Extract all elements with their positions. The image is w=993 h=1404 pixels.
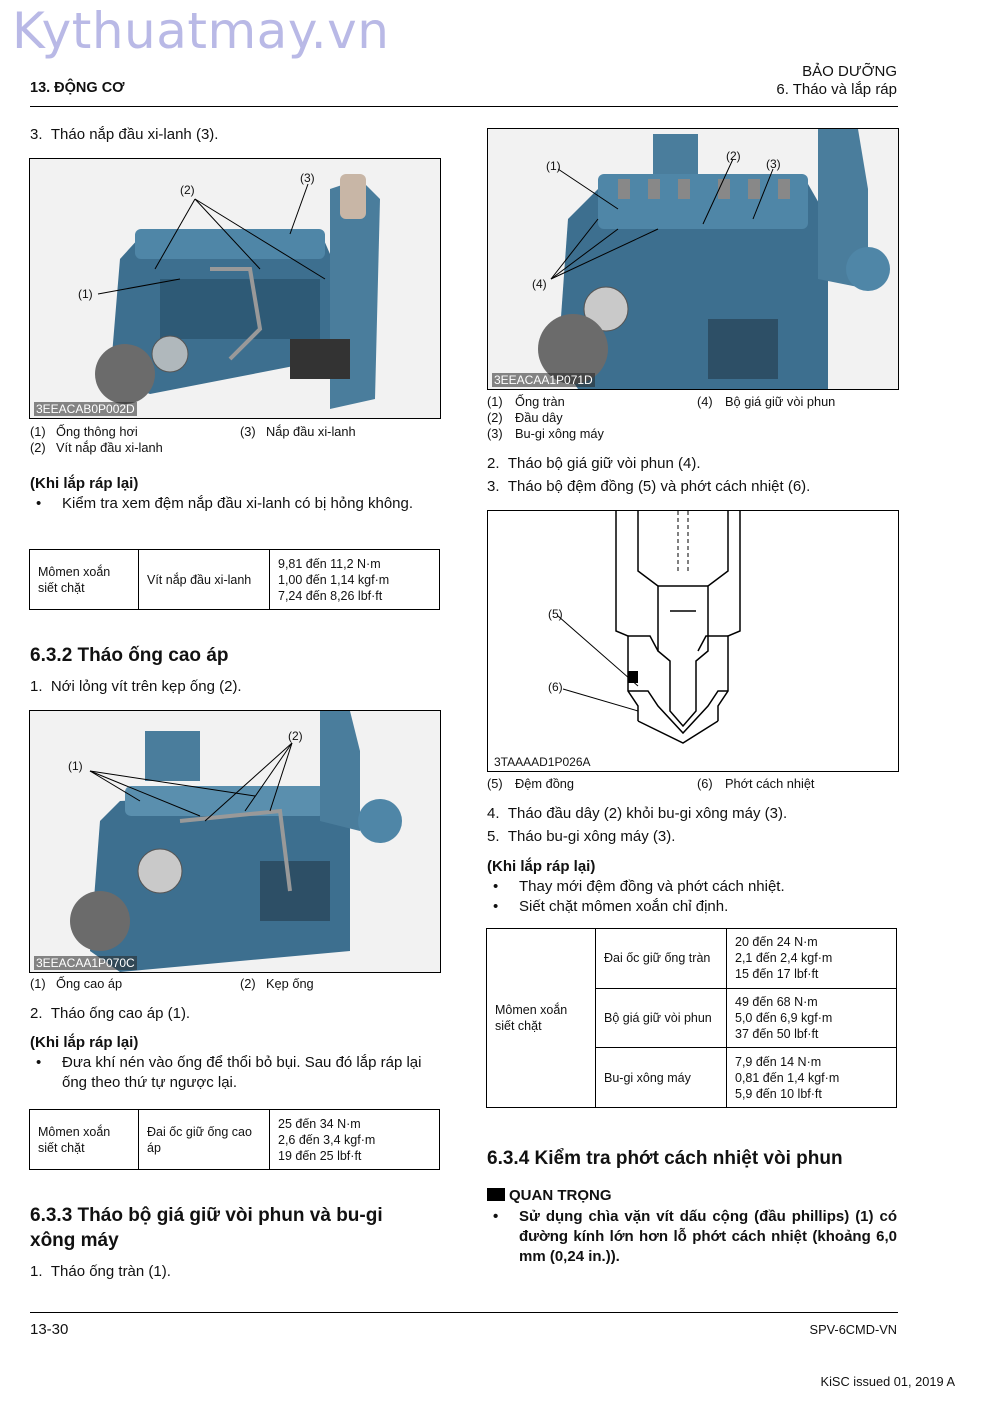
- figure-cylinder-head: [29, 158, 441, 419]
- reassembly-bullets-3: • Thay mới đệm đồng và phớt cách nhiệt. • Siết chặt mômen xoắn chỉ định.: [493, 878, 785, 915]
- figure-high-pressure-pipe: [29, 710, 441, 973]
- engine-illustration-2: [30, 711, 440, 972]
- chapter-title: 13. ĐỘNG CƠ: [30, 80, 125, 96]
- torque-label: Mômen xoắn siết chặt: [30, 550, 139, 610]
- step-2-right: 2. Tháo bộ giá giữ vòi phun (4).: [487, 455, 701, 472]
- torque-item: Vít nắp đầu xi-lanh: [139, 550, 270, 610]
- fig4-label-5: (5): [548, 607, 563, 621]
- fig1-cap-text: Nắp đầu xi-lanh: [266, 424, 356, 439]
- reassembly-title-2: (Khi lắp ráp lại): [30, 1034, 139, 1051]
- fig3-label-3: (3): [766, 157, 781, 171]
- fig2-code: 3EEACAA1P070C: [36, 956, 135, 970]
- fig1-code: 3EEACAB0P002D: [36, 402, 135, 416]
- step-4-right: 4. Tháo đầu dây (2) khỏi bu-gi xông máy (3).: [487, 805, 788, 822]
- fig4-label-6: (6): [548, 680, 563, 694]
- section-6-3-2-title: 6.3.2 Tháo ống cao áp: [30, 645, 229, 666]
- torque-table-1: [29, 549, 440, 610]
- fig2-label-1: (1): [68, 759, 83, 773]
- figure-injector-section: [487, 510, 899, 772]
- important-bullet: • Sử dụng chìa vặn vít dấu cộng (đầu phillips) (1) có đường kính lớn hơn lỗ phớt cách nhiệt (khoảng 6,0 mm (0,24 in.)).: [493, 1208, 897, 1265]
- injector-diagram: [488, 511, 898, 771]
- step-2-left: 2. Tháo ống cao áp (1).: [30, 1005, 191, 1022]
- figure-overflow-pipe: [487, 128, 899, 390]
- fig3-code: 3EEACAA1P071D: [494, 373, 593, 387]
- torque-table-2: Mômen xoắn siết chặt Đai ốc giữ ống cao áp 25 đến 34 N·m 2,6 đến 3,4 kgf·m 19 đến 25 lbf·ft: [29, 1109, 440, 1170]
- fig1-captions: [30, 424, 440, 456]
- important-square-icon: [487, 1188, 505, 1201]
- step-1b-left: 1. Tháo ống tràn (1).: [30, 1263, 171, 1280]
- issue-note: KiSC issued 01, 2019 A: [820, 1374, 955, 1389]
- reassembly-title-3: (Khi lắp ráp lại): [487, 858, 596, 875]
- fig1-cap-text: Ống thông hơi: [56, 424, 138, 439]
- fig1-cap-text: Vít nắp đầu xi-lanh: [56, 440, 163, 455]
- step-1-left: 1. Nới lỏng vít trên kẹp ống (2).: [30, 678, 242, 695]
- step-3-right: 3. Tháo bộ đệm đồng (5) và phớt cách nhiệt (6).: [487, 478, 811, 495]
- important-heading: QUAN TRỌNG: [487, 1186, 612, 1206]
- fig1-cap-num: (3): [240, 424, 256, 439]
- header-rule: [30, 106, 898, 107]
- fig4-captions: (5) Đệm đồng (6) Phớt cách nhiệt: [487, 776, 815, 791]
- fig1-cap-num: (2): [30, 440, 46, 455]
- section-header: [776, 63, 897, 99]
- section-sub: 6. Tháo và lắp ráp: [776, 81, 897, 98]
- reassembly-bullet-2: • Đưa khí nén vào ống để thổi bỏ bụi. Sau đó lắp ráp lại ống theo thứ tự ngược lại.: [36, 1054, 422, 1091]
- reassembly-bullet-1: • Kiểm tra xem đệm nắp đầu xi-lanh có bị hỏng không.: [36, 495, 414, 512]
- section-6-3-4-title: 6.3.4 Kiểm tra phớt cách nhiệt vòi phun: [487, 1148, 843, 1169]
- doc-code: SPV-6CMD-VN: [809, 1322, 897, 1337]
- fig1-label-1: (1): [78, 287, 93, 301]
- section-top: BẢO DƯỠNG: [802, 63, 897, 80]
- watermark: Kythuatmay.vn: [12, 2, 390, 60]
- torque-table-3: Mômen xoắn siết chặt Đai ốc giữ ống tràn 20 đến 24 N·m 2,1 đến 2,4 kgf·m 15 đến 17 lbf·ft Bộ giá giữ vòi phun 49 đến 68 N·m 5,0 đến 6,9 kgf·m 37 đến 50 lbf·ft Bu-gi xông máy 7,9 đến 14 N·m 0,81 đến 1,4 kgf·m 5,9 đến 10 lbf·ft: [486, 928, 897, 1108]
- reassembly-title-1: (Khi lắp ráp lại): [30, 475, 139, 492]
- page-number: 13-30: [30, 1321, 69, 1338]
- torque-values: 9,81 đến 11,2 N·m 1,00 đến 1,14 kgf·m 7,24 đến 8,26 lbf·ft: [270, 550, 440, 610]
- fig2-label-2: (2): [288, 729, 303, 743]
- fig1-label-2: (2): [180, 183, 195, 197]
- fig3-label-1: (1): [546, 159, 561, 173]
- fig4-code: 3TAAAAD1P026A: [494, 755, 591, 769]
- step-5-right: 5. Tháo bu-gi xông máy (3).: [487, 828, 676, 845]
- fig3-label-4: (4): [532, 277, 547, 291]
- footer-rule: [30, 1312, 898, 1313]
- step-3-left: 3. Tháo nắp đầu xi-lanh (3).: [30, 126, 219, 143]
- fig2-captions: (1) Ống cao áp (2) Kẹp ống: [30, 976, 314, 991]
- fig3-label-2: (2): [726, 149, 741, 163]
- fig1-cap-num: (1): [30, 424, 46, 439]
- fig1-label-3: (3): [300, 171, 315, 185]
- section-6-3-3-title: 6.3.3 Tháo bộ giá giữ vòi phun và bu-gi xông máy: [30, 1205, 383, 1251]
- fig3-captions: (1) Ống tràn (4) Bộ giá giữ vòi phun (2) Đầu dây (3) Bu-gi xông máy: [487, 394, 836, 441]
